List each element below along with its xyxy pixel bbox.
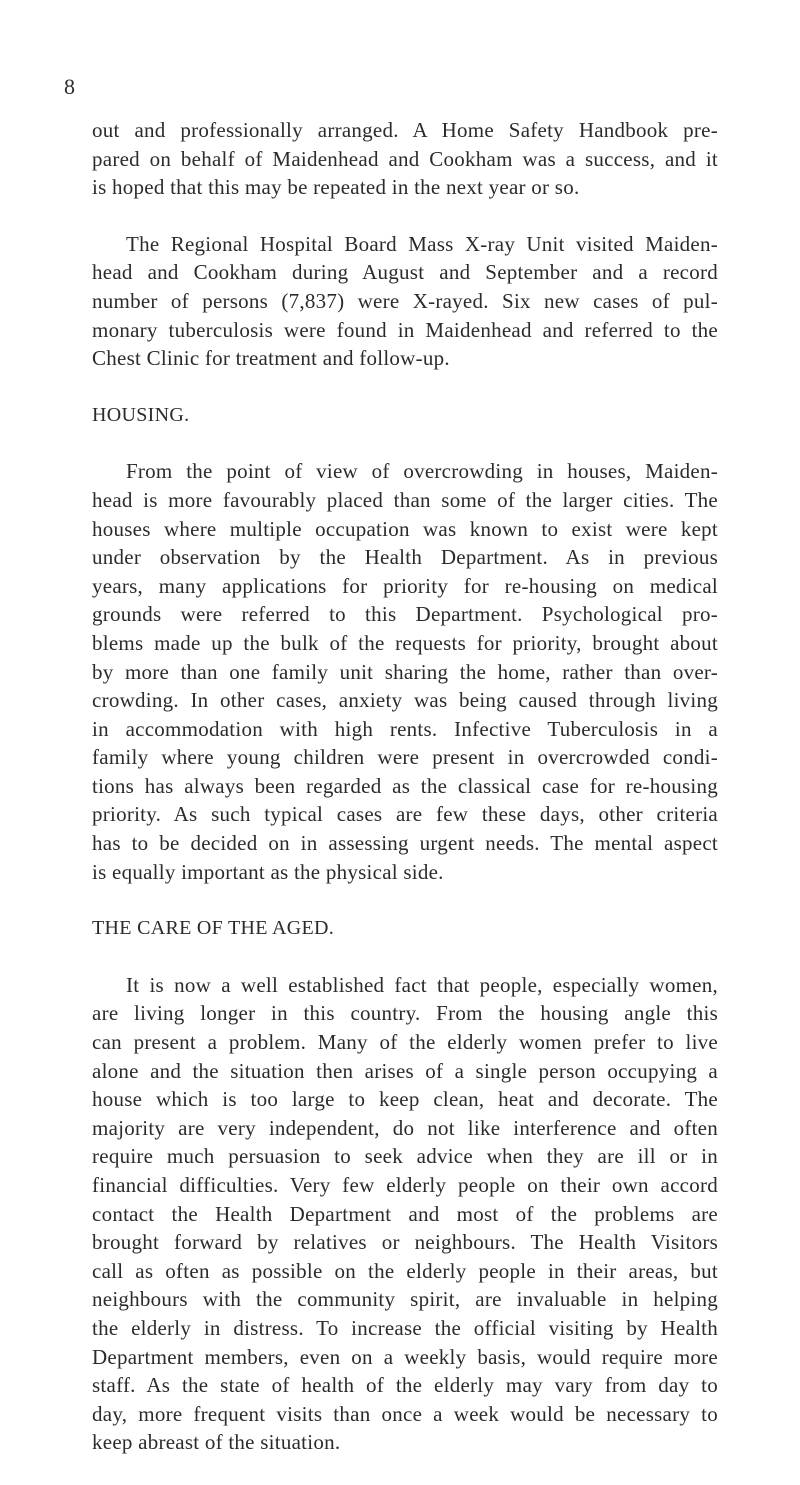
text-line: financial difficulties. Very few elderly people on their own accord xyxy=(92,1173,718,1197)
page-body xyxy=(92,116,718,1485)
text-line: the elderly in distress. To increase the official visiting by Health xyxy=(92,1315,718,1340)
text-line: pared on behalf of Maidenhead and Cookham was a success, and it xyxy=(92,146,718,171)
text-line: tions has always been regarded as the classical case for re-housing xyxy=(92,773,718,798)
text-line: in accommodation with high rents. Infective Tuberculosis in a xyxy=(92,716,718,741)
paragraph xyxy=(92,116,718,202)
text-line: by more than one family unit sharing the home, rather than over- xyxy=(92,659,718,684)
text-line: blems made up the bulk of the requests for priority, brought about xyxy=(92,630,718,655)
text-line: alone and the situation then arises of a single person occupying a xyxy=(92,1058,718,1083)
text-line: crowding. In other cases, anxiety was being caused through living xyxy=(92,688,718,713)
text-line: majority are very independent, do not like interference and often xyxy=(92,1115,718,1140)
paragraph xyxy=(92,971,718,1457)
text-line: family where young children were present in overcrowded condi- xyxy=(92,745,718,770)
text-line: house which is too large to keep clean, heat and decorate. The xyxy=(92,1087,718,1112)
text-line: contact the Health Department and most of the problems are xyxy=(92,1201,718,1226)
text-line: grounds were referred to this Department. Psychological pro- xyxy=(92,602,718,627)
paragraph xyxy=(92,457,718,886)
text-line: has to be decided on in assessing urgent needs. The mental aspect xyxy=(92,831,718,856)
text-line: Department members, even on a weekly basis, would require more xyxy=(92,1344,718,1369)
text-line: years, many applications for priority for re-housing on medical xyxy=(92,573,718,598)
section-heading: THE CARE OF THE AGED. xyxy=(92,917,335,940)
text-line: out and professionally arranged. A Home Safety Handbook pre- xyxy=(92,118,718,142)
text-line: keep abreast of the situation. xyxy=(92,1430,341,1455)
text-line: It is now a well established fact that people, especially women, xyxy=(126,972,718,997)
text-line: can present a problem. Many of the elderly women prefer to live xyxy=(92,1030,718,1055)
text-line: under observation by the Health Department. As in previous xyxy=(92,545,718,570)
text-line: call as often as possible on the elderly people in their areas, but xyxy=(92,1258,718,1283)
text-line: neighbours with the community spirit, are invaluable in helping xyxy=(92,1287,718,1312)
text-line: are living longer in this country. From the housing angle this xyxy=(92,1001,718,1026)
text-line: From the point of view of overcrowding in houses, Maiden- xyxy=(126,459,718,484)
text-line: head is more favourably placed than some of the larger cities. The xyxy=(92,487,718,512)
page-number: 8 xyxy=(64,74,75,99)
text-line: monary tuberculosis were found in Maidenhead and referred to the xyxy=(92,317,718,342)
text-line: brought forward by relatives or neighbours. The Health Visitors xyxy=(92,1230,718,1255)
text-line: head and Cookham during August and September and a record xyxy=(92,260,718,285)
text-line: Chest Clinic for treatment and follow-up. xyxy=(92,346,450,371)
section-heading: HOUSING. xyxy=(92,403,190,426)
text-line: is hoped that this may be repeated in the next year or so. xyxy=(92,175,580,200)
text-line: staff. As the state of health of the elderly may vary from day to xyxy=(92,1373,718,1398)
text-line: number of persons (7,837) were X-rayed. Six new cases of pul- xyxy=(92,288,718,313)
text-line: require much persuasion to seek advice when they are ill or in xyxy=(92,1144,718,1169)
text-line: is equally important as the physical side. xyxy=(92,859,444,884)
text-line: houses where multiple occupation was known to exist were kept xyxy=(92,516,718,541)
text-line: priority. As such typical cases are few these days, other criteria xyxy=(92,802,718,827)
text-line: day, more frequent visits than once a week would be necessary to xyxy=(92,1401,718,1426)
paragraph xyxy=(92,230,718,373)
text-line: The Regional Hospital Board Mass X-ray Unit visited Maiden- xyxy=(126,231,718,256)
